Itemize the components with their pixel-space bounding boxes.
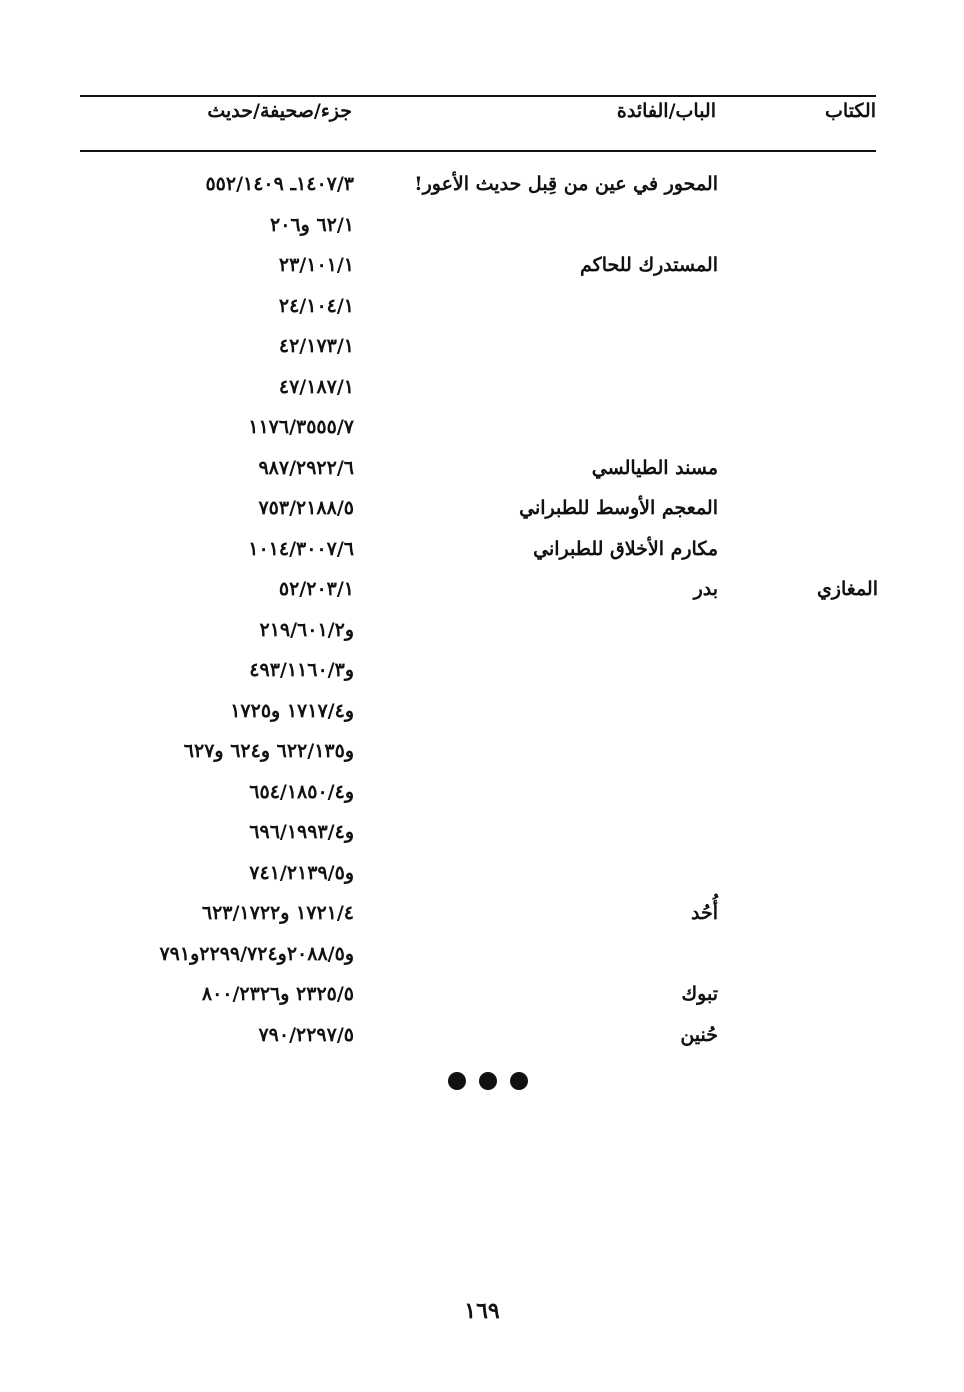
table-row — [0, 818, 964, 848]
table-row — [0, 413, 964, 443]
row-reference: ٦٢/١ و٢٠٦ — [270, 214, 354, 236]
table-row — [0, 697, 964, 727]
row-reference: و١٧١٧/٤ و١٧٢٥ — [230, 700, 354, 722]
row-reference: ١٠١٤/٣٠٠٧/٦ — [248, 538, 354, 560]
header-bottom-rule — [80, 150, 876, 152]
table-row — [0, 940, 964, 970]
table-row — [0, 899, 964, 929]
table-row — [0, 373, 964, 403]
table-row — [0, 778, 964, 808]
ornament-dot — [510, 1072, 528, 1090]
row-topic: مسند الطيالسي — [591, 457, 718, 479]
table-row — [0, 454, 964, 484]
table-row — [0, 170, 964, 200]
row-topic: المعجم الأوسط للطبراني — [519, 497, 718, 519]
ornament-dot — [448, 1072, 466, 1090]
row-topic: حُنين — [680, 1024, 718, 1046]
table-row — [0, 292, 964, 322]
section-end-ornament — [448, 1072, 528, 1092]
row-reference: و٢٠٨٨/٥و٢٢٩٩/٧٢٤و٧٩١ — [159, 943, 354, 965]
table-row — [0, 616, 964, 646]
row-reference: و٦٢٢/١٣٥ و٦٢٤ و٦٢٧ — [183, 740, 354, 762]
table-row — [0, 494, 964, 524]
row-reference: ٧٩٠/٢٢٩٧/٥ — [258, 1024, 354, 1046]
header-book: الكتاب — [825, 100, 876, 122]
row-reference: ٢٤/١٠٤/١ — [278, 295, 354, 317]
row-reference: ٥٢/٢٠٣/١ — [278, 578, 354, 600]
table-row — [0, 859, 964, 889]
page-number: ١٦٩ — [464, 1298, 500, 1324]
table-row — [0, 737, 964, 767]
row-reference: ٩٨٧/٢٩٢٢/٦ — [258, 457, 354, 479]
table-row — [0, 251, 964, 281]
row-reference: ٢٣/١٠١/١ — [278, 254, 354, 276]
header-top-rule — [80, 95, 876, 97]
row-reference: و٦٩٦/١٩٩٣/٤ — [249, 821, 354, 843]
header-topic: الباب/الفائدة — [616, 100, 716, 122]
row-reference: ٧٥٣/٢١٨٨/٥ — [258, 497, 354, 519]
table-row — [0, 211, 964, 241]
row-reference: و٢١٩/٦٠١/٢ — [259, 619, 354, 641]
row-topic: تبوك — [681, 983, 718, 1005]
row-reference: و٤٩٣/١١٦٠/٣ — [249, 659, 354, 681]
row-reference: و٦٥٤/١٨٥٠/٤ — [249, 781, 354, 803]
row-reference: ١١٧٦/٣٥٥٥/٧ — [248, 416, 354, 438]
row-reference: ١٤٠٧/٣ـ ٥٥٢/١٤٠٩ — [205, 173, 354, 195]
row-book: المغازي — [816, 578, 878, 600]
row-reference: ٤٧/١٨٧/١ — [278, 376, 354, 398]
table-row — [0, 980, 964, 1010]
table-row — [0, 575, 964, 605]
table-row — [0, 332, 964, 362]
row-reference: و٧٤١/٢١٣٩/٥ — [249, 862, 354, 884]
header-reference: جزء/صحيفة/حديث — [207, 100, 352, 122]
row-topic: المحور في عين من قِبل حديث الأعور! — [414, 173, 718, 195]
table-row — [0, 535, 964, 565]
row-topic: بدر — [693, 578, 718, 600]
ornament-dot — [479, 1072, 497, 1090]
row-reference: ٤٢/١٧٣/١ — [278, 335, 354, 357]
row-topic: مكارم الأخلاق للطبراني — [533, 538, 718, 560]
row-reference: ١٧٢١/٤ و٦٢٣/١٧٢٢ — [201, 902, 354, 924]
table-row — [0, 656, 964, 686]
row-topic: أُحُد — [691, 902, 718, 924]
row-topic: المستدرك للحاكم — [580, 254, 718, 276]
table-row — [0, 1021, 964, 1051]
row-reference: ٢٣٢٥/٥ و٨٠٠/٢٣٢٦ — [201, 983, 354, 1005]
